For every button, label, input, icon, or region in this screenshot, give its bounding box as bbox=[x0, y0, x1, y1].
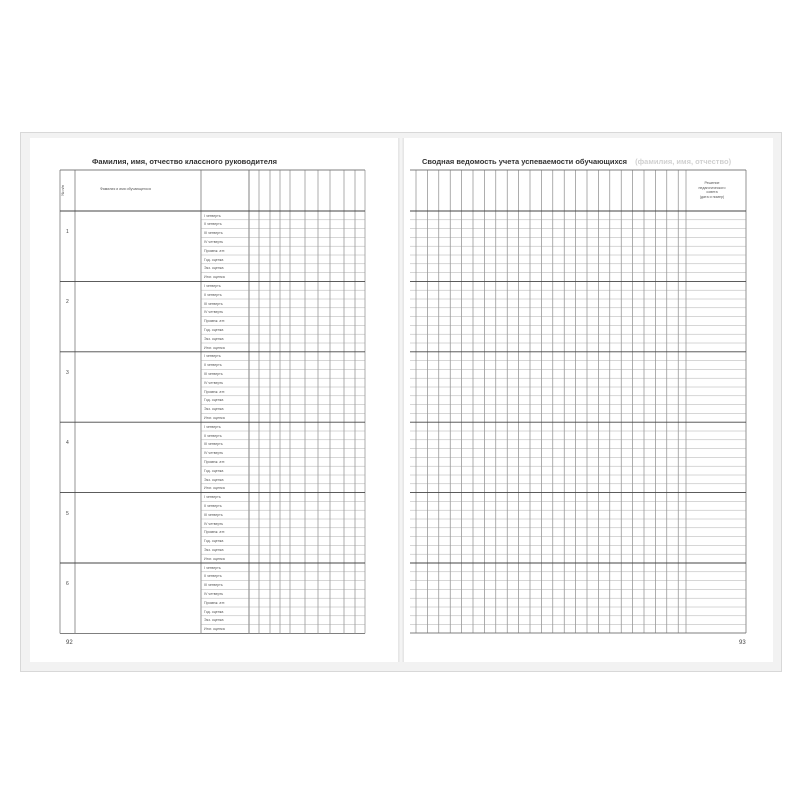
period-label: I четверть bbox=[204, 495, 221, 500]
period-label: II четверть bbox=[204, 292, 222, 297]
period-label: Экз. оценка bbox=[204, 266, 224, 271]
left-page-number: 92 bbox=[66, 640, 73, 646]
period-label: II четверть bbox=[204, 363, 222, 368]
right-page-title-text: Сводная ведомость учета успеваемости обучающихся bbox=[422, 157, 628, 166]
period-label: Год. оценка bbox=[204, 539, 224, 544]
period-label: Год. оценка bbox=[204, 609, 224, 614]
period-label: III четверть bbox=[204, 231, 223, 236]
period-label: Экз. оценка bbox=[204, 477, 224, 482]
student-row-number: 2 bbox=[66, 299, 69, 306]
student-row-number: 5 bbox=[66, 510, 69, 517]
decision-line-4: (дата и номер) bbox=[699, 194, 725, 199]
period-label: IV четверть bbox=[204, 240, 224, 244]
period-label: Экз. оценка bbox=[204, 548, 224, 552]
period-label: III четверть bbox=[204, 583, 223, 588]
period-label: Экз. оценка bbox=[204, 618, 224, 623]
period-label: I четверть bbox=[204, 424, 221, 429]
column-name-header: Фамилия и имя обучающегося bbox=[100, 187, 151, 191]
period-label: Год. оценка bbox=[204, 398, 224, 403]
period-label: Промеж. атт. bbox=[204, 248, 226, 253]
period-label: Итог. оценка bbox=[204, 556, 225, 561]
period-label: IV четверть bbox=[204, 380, 224, 385]
period-label: I четверть bbox=[204, 213, 221, 218]
period-label: I четверть bbox=[204, 354, 221, 359]
period-label: I четверть bbox=[204, 284, 221, 288]
period-label: Промеж. атт. bbox=[204, 600, 226, 605]
student-row-number: 6 bbox=[66, 581, 69, 587]
period-label: IV четверть bbox=[204, 310, 224, 315]
student-row-number: 4 bbox=[66, 440, 69, 447]
period-label: Итог. оценка bbox=[204, 275, 225, 280]
right-page-title bbox=[422, 157, 731, 166]
period-label: Промеж. атт. bbox=[204, 460, 226, 464]
period-label: Экз. оценка bbox=[204, 407, 224, 412]
period-label: Год. оценка bbox=[204, 257, 224, 262]
student-row-number: 3 bbox=[66, 369, 69, 376]
decision-line-1: Решение bbox=[704, 181, 720, 185]
period-label: Год. оценка bbox=[204, 328, 224, 332]
period-label: I четверть bbox=[204, 565, 221, 570]
period-label: II четверть bbox=[204, 222, 222, 227]
period-label: IV четверть bbox=[204, 592, 224, 596]
decision-line-3: совета bbox=[706, 190, 718, 195]
period-label: Промеж. атт. bbox=[204, 530, 226, 535]
period-label: Итог. оценка bbox=[204, 627, 225, 632]
period-label: II четверть bbox=[204, 433, 222, 438]
decision-line-2: педагогического bbox=[698, 185, 726, 190]
period-label: III четверть bbox=[204, 301, 223, 306]
period-label: II четверть bbox=[204, 504, 222, 508]
period-label: III четверть bbox=[204, 372, 223, 376]
decision-header bbox=[684, 181, 740, 199]
column-number-header: № п/п bbox=[59, 185, 65, 196]
right-page-number: 93 bbox=[739, 640, 746, 646]
period-label: Экз. оценка bbox=[204, 336, 224, 341]
period-label: IV четверть bbox=[204, 521, 224, 526]
period-label: IV четверть bbox=[204, 451, 224, 456]
student-row-number: 1 bbox=[66, 229, 69, 235]
period-label: Промеж. атт. bbox=[204, 389, 226, 394]
period-label: Итог. оценка bbox=[204, 416, 225, 420]
left-page-title: Фамилия, имя, отчество классного руководителя bbox=[92, 157, 278, 166]
right-page-title-faded: (фамилия, имя, отчество) bbox=[635, 157, 732, 166]
period-label: Итог. оценка bbox=[204, 486, 225, 491]
period-label: III четверть bbox=[204, 442, 223, 447]
period-label: II четверть bbox=[204, 574, 222, 579]
period-label: Год. оценка bbox=[204, 468, 224, 473]
period-label: III четверть bbox=[204, 512, 223, 517]
period-label: Промеж. атт. bbox=[204, 319, 226, 324]
period-label: Итог. оценка bbox=[204, 345, 225, 350]
